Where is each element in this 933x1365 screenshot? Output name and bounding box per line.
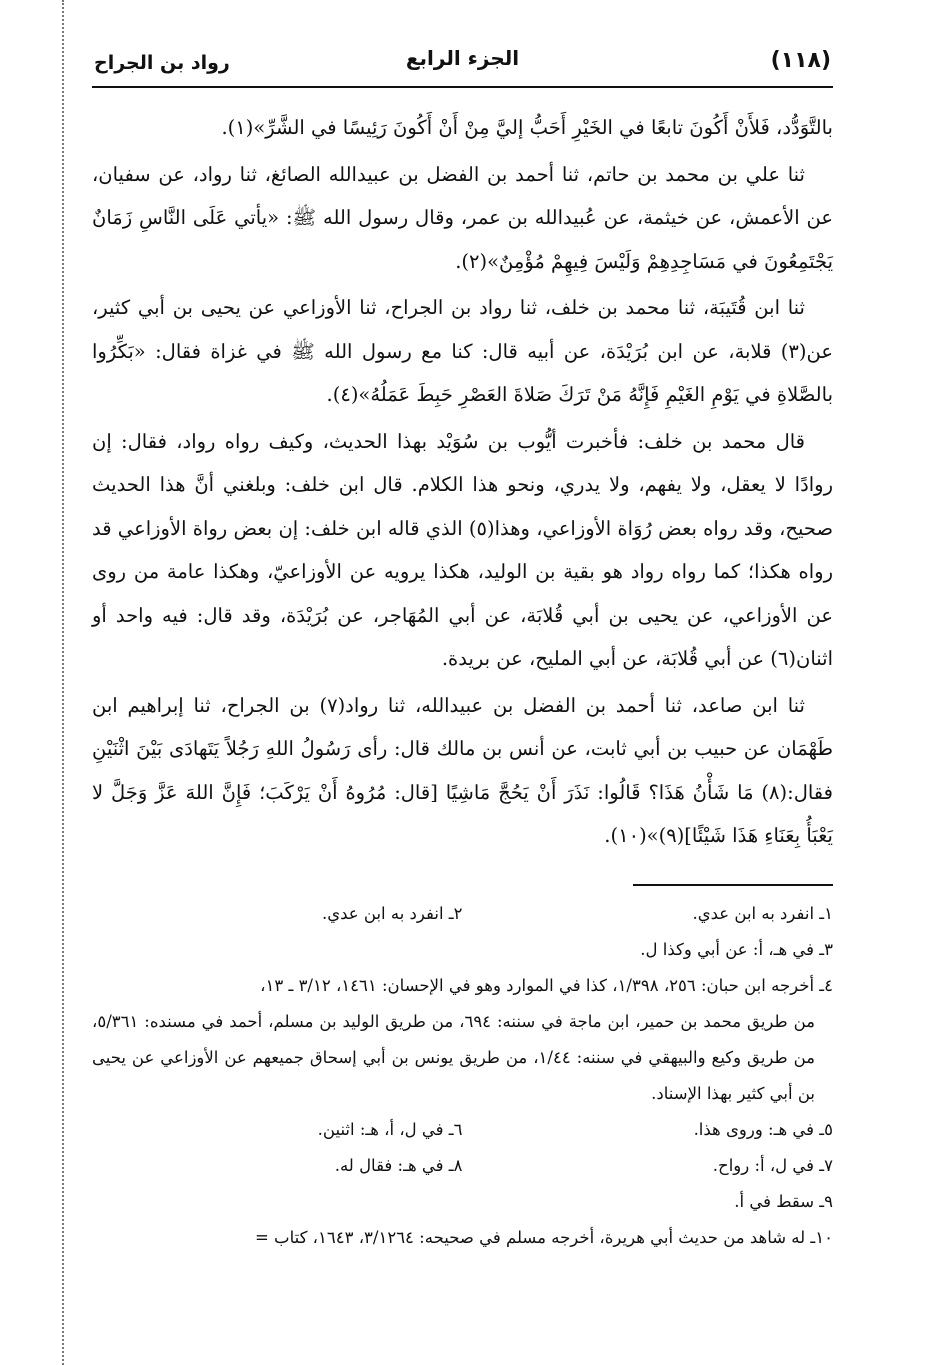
main-text	[92, 106, 833, 858]
footnote: ٦ـ في ل، أ، هـ: اثنين.	[317, 1119, 463, 1139]
footnote: ٤ـ أخرجه ابن حبان: ٢٥٦، ١/٣٩٨، كذا في الموارد وهو في الإحسان: ١٤٦١، ٣/١٢ ـ ١٣،	[260, 975, 833, 995]
paragraph: ثنا ابن صاعد، ثنا أحمد بن الفضل بن عبيدالله، ثنا رواد(٧) بن الجراح، ثنا إبراهيم ابن طَهْمَان عن حبيب بن أبي ثابت، عن أنس بن مالك قال: رأى رَسُولُ اللهِ رَجُلاً يَتَهادَى بَيْنَ اثْنَيْنِ فقال:(٨) مَا شَأْنُ هَذَا؟ قَالُوا: نَذَرَ أَنْ يَحُجَّ مَاشِيًا [قال: مُرُوهُ أَنْ يَرْكَبَ؛ فَإِنَّ اللهَ عَزَّ وَجَلَّ لا يَعْبَأُ بِعَنَاءِ هَذَا شَيْئًا](٩)»(١٠).	[92, 693, 833, 847]
footnote: ١٠ـ له شاهد من حديث أبي هريرة، أخرجه مسلم في صحيحه: ٣/١٢٦٤، ١٦٤٣، كتاب =	[254, 1227, 833, 1247]
footnote-row	[92, 896, 833, 932]
book-page	[92, 38, 833, 1348]
volume-title: الجزء الرابع	[405, 46, 520, 70]
paragraph: بالتَّوَدُّد، فَلأَنْ أَكُونَ تابعًا في الخَيْرِ أَحَبُّ إليَّ مِنْ أَنْ أَكُونَ رَئِيسًا في الشَّرِّ»(١).	[221, 116, 833, 139]
page-header	[92, 38, 833, 84]
footnote: ٥ـ في هـ: وروى هذا.	[693, 1119, 833, 1139]
running-name: رواد بن الجراح	[94, 52, 230, 74]
footnote-row	[92, 1148, 833, 1184]
footnotes	[92, 896, 833, 1256]
header-rule	[92, 86, 833, 88]
binding-dotted-line	[62, 0, 64, 1365]
footnote: ٩ـ سقط في أ.	[734, 1191, 833, 1211]
footnote: ٣ـ في هـ، أ: عن أبي وكذا ل.	[640, 939, 833, 959]
footnote-row	[92, 1112, 833, 1148]
paragraph: قال محمد بن خلف: فأخبرت أيُّوب بن سُوَيْد بهذا الحديث، وكيف رواه رواد، فقال: إن روادًا لا يعقل، ولا يفهم، ولا يدري، ونحو هذا الكلام. قال ابن خلف: وبلغني أنَّ هذا الحديث صحيح، وقد رواه بعض رُوَاة الأوزاعي، وهذا(٥) الذي قاله ابن خلف: إن بعض رواة الأوزاعي قد رواه هكذا؛ كما رواه رواد هو بقية بن الوليد، هكذا يرويه عن الأوزاعيّ، وهكذا عامة من روى عن الأوزاعي، عن يحيى بن أبي قُلابَة، عن أبي المُهَاجر، عن بُرَيْدَة، وقد قال: فيه واحد أو اثنان(٦) عن أبي قُلابَة، عن أبي المليح، عن بريدة.	[92, 429, 834, 670]
footnote: ٧ـ في ل، أ: رواح.	[712, 1155, 833, 1175]
page-number: (١١٨)	[770, 48, 831, 73]
footnote: ١ـ انفرد به ابن عدي.	[692, 903, 833, 923]
footnote: ٢ـ انفرد به ابن عدي.	[321, 903, 463, 923]
footnote-rule	[633, 884, 833, 886]
footnote-continuation: من طريق محمد بن حمير، ابن ماجة في سننه: ٦٩٤، من طريق الوليد بن مسلم، أحمد في مسنده: ٥/٣٦١، من طريق وكيع والبيهقي في سننه: ١/٤٤، من طريق يونس بن أبي إسحاق جميعهم عن الأوزاعي عن يحيى بن أبي كثير بهذا الإسناد.	[92, 1011, 815, 1103]
paragraph: ثنا علي بن محمد بن حاتم، ثنا أحمد بن الفضل بن عبيدالله الصائغ، ثنا رواد، عن سفيان، عن الأعمش، عن خيثمة، عن عُبيدالله بن عمر، وقال رسول الله ﷺ: «يأتي عَلَى النَّاسِ زَمَانٌ يَجْتَمِعُونَ في مَسَاجِدِهِمْ وَلَيْسَ فِيهِمْ مُؤْمِنٌ»(٢).	[92, 162, 833, 273]
footnote: ٨ـ في هـ: فقال له.	[334, 1155, 463, 1175]
paragraph: ثنا ابن قُتَيبَة، ثنا محمد بن خلف، ثنا رواد بن الجراح، ثنا الأوزاعي عن يحيى بن أبي كثير، عن(٣) قلابة، عن ابن بُرَيْدَة، عن أبيه قال: كنا مع رسول الله ﷺ في غزاة فقال: «بَكِّرُوا بالصَّلاةِ في يَوْمِ الغَيْمِ فَإِنَّهُ مَنْ تَرَكَ صَلاةَ العَصْرِ حَبِطَ عَمَلُهُ»(٤).	[92, 296, 833, 406]
